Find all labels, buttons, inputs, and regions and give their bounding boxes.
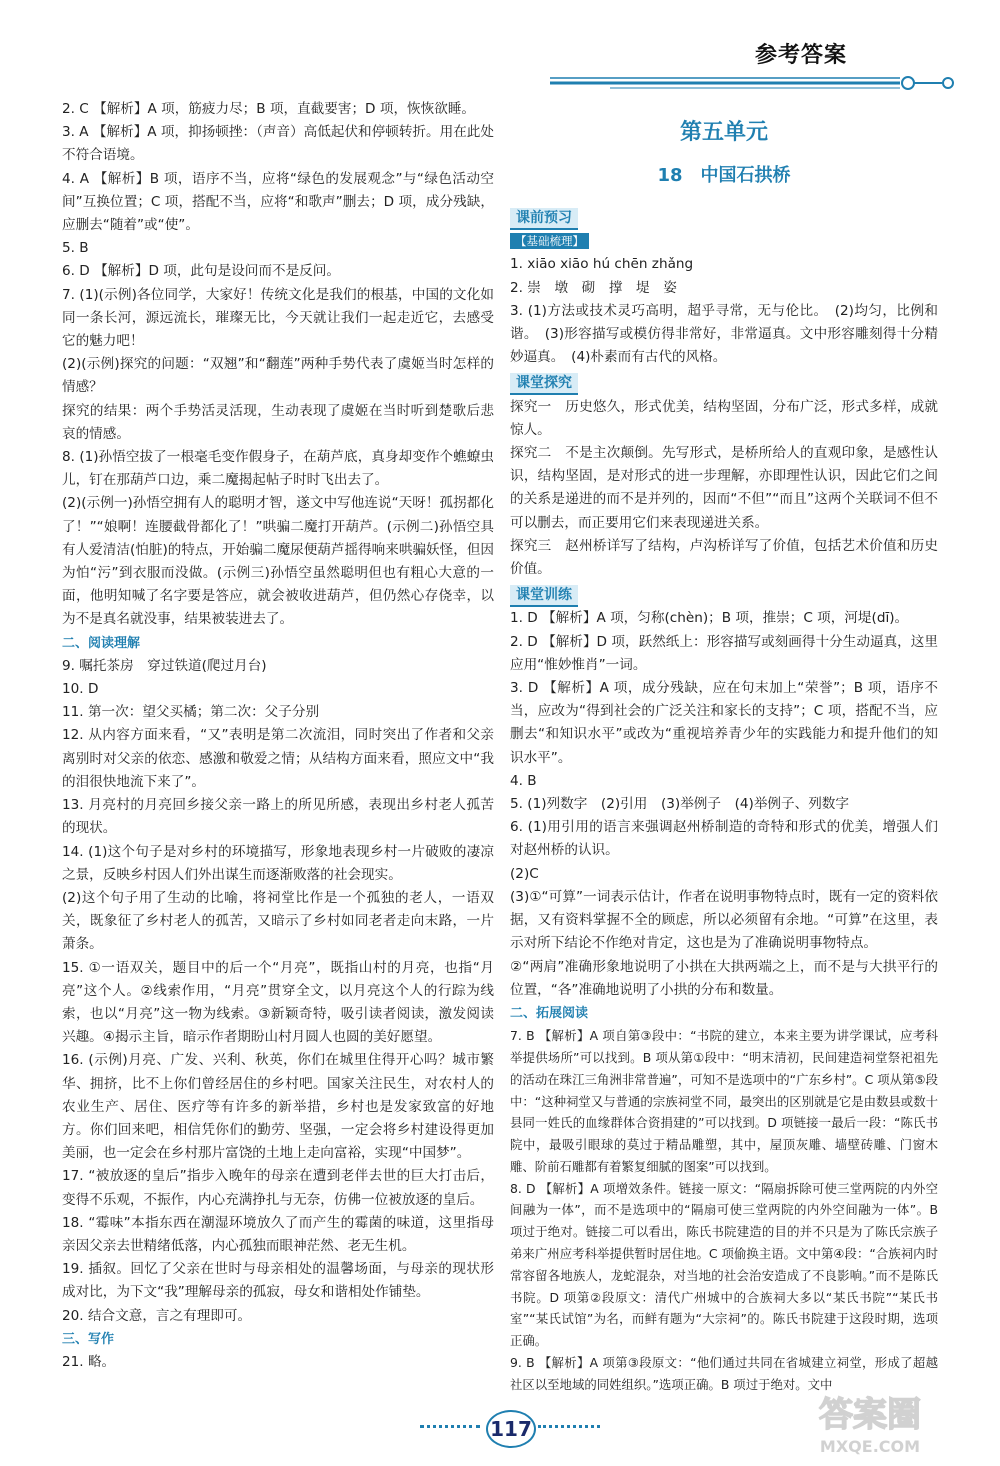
answer-item: 20. 结合文意，言之有理即可。	[62, 1307, 252, 1324]
answer-item: 4. B	[510, 772, 537, 789]
answer-item: 10. D	[62, 681, 99, 698]
answer-item: 16. (示例)月亮、广发、兴利、秋英，你们在城里住得开心吗？城市繁华、拥挤，比不上你们曾经居住的乡村吧。国家关注民生，对农村人的农业生产、居住、医疗等有许多的新举措，乡村也是发家致富的好地方。你们回来吧，相信凭你们的勤劳、坚强，一定会将乡村建设得更加美丽，也一定会在乡村那片富饶的土地上走向富裕，实现“中国梦”。	[62, 1052, 494, 1162]
explore-list	[510, 396, 938, 582]
answer-item: ②“两肩”准确形象地说明了小拱在大拱两端之上，而不是与大拱平行的位置，“各”准确地说明了小拱的分布和数量。	[510, 958, 938, 998]
answer-item: 6. D 【解析】D 项，此句是设问而不是反问。	[62, 263, 340, 280]
answer-item: 探究二 不是主次颠倒。先写形式，是桥所给人的直观印象，是感性认识，结构坚固，是对形式的进一步理解，亦即理性认识，因此它们之间的关系是递进的而不是并列的，因而“不但”“而且”这两个关联词不但不可以删去，而正要用它们来表现递进关系。	[510, 445, 938, 531]
section-tab-explore: 课堂探究	[510, 373, 578, 395]
answer-item: 2. C 【解析】A 项，筋疲力尽；B 项，直截要害；D 项，恢恢欲睡。	[62, 101, 476, 117]
answer-item: 5. (1)列数字 (2)引用 (3)举例子 (4)举例子、列数字	[510, 796, 849, 813]
answer-item: 9. 嘱托茶房 穿过铁道(爬过月台)	[62, 657, 267, 674]
footer-dots-left	[420, 1425, 480, 1430]
answer-item: 2. D 【解析】D 项，跃然纸上：形容描写或刻画得十分生动逼真，这里应用“惟妙惟肖”一词。	[510, 633, 938, 673]
section-tab-training: 课堂训练	[510, 585, 578, 607]
answer-item: 3. A 【解析】A 项，抑扬顿挫：（声音）高低起伏和停顿转折。用在此处不符合语境。	[62, 124, 494, 164]
page-footer	[420, 1406, 600, 1446]
watermark-logo	[780, 1390, 960, 1460]
answer-item: 21. 略。	[62, 1353, 116, 1370]
footer-dots-right	[538, 1425, 600, 1430]
answer-item: 8. D 【解析】A 项增效条件。链接一原文：“隔扇拆除可使三堂两院的内外空间融为一体”，而不是选项中的“隔扇可使三堂两院的内外空间融为一体”。B 项过于绝对。链接二可以看出，陈氏书院建造的目的并不只是为了陈氏宗族子弟来广州应考科举提供暂时居住地。C 项偷换主语。文中第④段：“合族祠内时常容留各地族人，龙蛇混杂，对当地的社会治安造成了不良影响。”而不是陈氏书院。D 项第②段原文：清代广州城中的合族祠大多以“某氏书院”“某氏书室”“某氏试馆”为名，而鲜有题为“大宗祠”的。陈氏书院建于这段时期，选项正确。	[510, 1180, 938, 1349]
header-decoration	[550, 74, 970, 94]
expand-list	[510, 1025, 938, 1396]
section-tab-preview: 课前预习	[510, 208, 578, 230]
section-heading-writing: 三、写作	[62, 1331, 115, 1347]
answer-item: 7. B 【解析】A 项自第③段中：“书院的建立，本来主要为讲学课试，应考科举提供场所”可以找到。B 项从第①段中：“明末清初，民间建造祠堂祭祀祖先的活动在珠江三角洲非常普遍”，可知不是选项中的“广东乡村”。C 项从第⑤段中：“这种祠堂又与普通的宗族祠堂不同，最突出的区别就是它是由数县或数十县同一姓氏的血缘群体合资捐建的”可以找到。D 项链接一最后一段：“陈氏书院中，最吸引眼球的莫过于精品雕塑，其中，屋顶灰雕、墙壁砖雕、门窗木雕、阶前石雕都有着繁复细腻的图案”可以找到。	[510, 1028, 938, 1174]
left-column	[62, 98, 494, 1374]
answer-item: 11. 第一次：望父买橘；第二次：父子分别	[62, 704, 320, 721]
answer-item: 1. D 【解析】A 项，匀称(chèn)；B 项，推崇；C 项，河堤(dī)。	[510, 610, 909, 627]
svg-text:MXQE.COM: MXQE.COM	[819, 1437, 921, 1456]
page-number: 117	[486, 1410, 536, 1448]
answer-item: 18. “霉味”本指东西在潮湿环境放久了而产生的霉菌的味道，这里指母亲因父亲去世精绪低落，内心孤独而眼神茫然、老无生机。	[62, 1214, 494, 1254]
answer-item: 9. B 【解析】A 项第③段原文：“他们通过共同在省城建立祠堂，形成了超越社区以至地域的同姓组织。”选项正确。B 项过于绝对。文中	[510, 1355, 938, 1392]
answer-item: 4. A 【解析】B 项，语序不当，应将“绿色的发展观念”与“绿色活动空间”互换位置；C 项，搭配不当，应将“和歌声”删去；D 项，成分残缺，应删去“随着”或“使”。	[62, 170, 494, 234]
section-heading-expand: 二、拓展阅读	[510, 1005, 589, 1021]
answer-item: 探究一 历史悠久，形式优美，结构坚固，分布广泛，形式多样，成就惊人。	[510, 398, 938, 438]
answer-item: (2)(示例一)孙悟空拥有人的聪明才智，遂文中写他连说“天呀！孤拐都化了！”“娘啊！连腰截骨都化了！”哄骗二魔打开葫芦。(示例二)孙悟空具有人爱清洁(怕脏)的特点，开始骗二魔尿便葫芦摇得响来哄骗妖怪，但因为怕“污”到衣服而没做。(示例三)孙悟空虽然聪明但也有粗心大意的一面，他明知喊了名字要是答应，就会被收进葫芦，但仍然心存侥幸，以为不是真名就没事，结果被装进去了。	[62, 495, 495, 628]
pinyin-answer: 1. xiāo xiāo hú chēn zhǎng	[510, 256, 694, 273]
section-heading-reading: 二、阅读理解	[62, 635, 141, 651]
answer-item: 7. (1)(示例)各位同学，大家好！传统文化是我们的根基，中国的文化如同一条长河，源远流长，璀璨无比，今天就让我们一起走近它，去感受它的魅力吧！	[62, 286, 494, 350]
unit-title: 第五单元	[679, 120, 768, 145]
training-list	[510, 607, 938, 1001]
answer-item: 5. B	[62, 240, 89, 257]
answer-item: 12. 从内容方面来看，“又”表明是第二次流泪，同时突出了作者和父亲离别时对父亲的依恋、感激和敬爱之情；从结构方面来看，照应文中“我的泪很快地流下来了”。	[62, 727, 494, 790]
answer-item: 13. 月亮村的月亮回乡接父亲一路上的所见所感，表现出乡村老人孤苦的现状。	[62, 797, 494, 837]
answer-item: 17. “被放逐的皇后”指步入晚年的母亲在遭到老伴去世的巨大打击后，变得不乐观，不振作，内心充满挣扎与无奈，仿佛一位被放逐的皇后。	[62, 1168, 494, 1208]
answer-item: 探究的结果：两个手势活灵活现，生动表现了虞姬在当时听到楚歌后悲哀的情感。	[62, 402, 494, 442]
answer-item: (3)①“可算”一词表示估计，作者在说明事物特点时，既有一定的资料依据，又有资料掌握不全的顾虑，所以必须留有余地。“可算”在这里，表示对所下结论不作绝对肯定，这也是为了准确说明事物特点。	[510, 888, 938, 952]
answer-item: 3. (1)方法或技术灵巧高明，超乎寻常，无与伦比。 (2)均匀，比例和谐。 (3)形容描写或模仿得非常好，非常逼真。文中形容雕刻得十分精妙逼真。 (4)朴素而有古代的风格。	[510, 302, 938, 366]
answer-item: 15. ①一语双关，题目中的后一个“月亮”，既指山村的月亮，也指“月亮”这个人。②线索作用，“月亮”贯穿全文，以月亮这个人的行踪为线索，也以“月亮”这一物为线索。③新颖奇特，吸引读者阅读，激发阅读兴趣。④揭示主旨，暗示作者期盼山村月圆人也圆的美好愿望。	[62, 959, 494, 1046]
characters-answer: 2. 崇 墩 砌 撑 堤 姿	[510, 279, 677, 296]
svg-text:答案圈: 答案圈	[819, 1395, 921, 1435]
answer-item: 14. (1)这个句子是对乡村的环境描写，形象地表现乡村一片破败的凄凉之景，反映乡村因人们外出谋生而逐渐败落的社会现实。	[62, 843, 494, 883]
answer-item: (2)(示例)探究的问题：“双翘”和“翻莲”两种手势代表了虞姬当时怎样的情感？	[62, 356, 494, 396]
answer-list-part1	[62, 98, 494, 632]
answer-item: (2)C	[510, 865, 539, 882]
answer-item: 3. D 【解析】A 项，成分残缺，应在句末加上“荣誉”；B 项，语序不当，应改为“得到社会的广泛关注和家长的支持”；C 项，搭配不当，应删去“和知识水平”或改为“重视培养青少年的实践能力和提升他们的知识水平”。	[510, 680, 938, 766]
right-column	[510, 98, 938, 1396]
header-title: 参考答案	[755, 43, 848, 68]
answer-item: 19. 插叙。回忆了父亲在世时与母亲相处的温馨场面，与母亲的现状形成对比，为下文“我”理解母亲的孤寂，母女和谐相处作铺垫。	[62, 1261, 494, 1301]
answer-list-part2	[62, 655, 494, 1328]
answer-item: 6. (1)用引用的语言来强调赵州桥制造的奇特和形式的优美，增强人们对赵州桥的认识。	[510, 819, 938, 859]
sub-heading-basics: 【基础梳理】	[510, 233, 589, 249]
answer-item: 8. (1)孙悟空拔了一根毫毛变作假身子，在葫芦底，真身却变作个蟭蟟虫儿，钉在那葫芦口边，乘二魔揭起帖子时时飞出去了。	[62, 449, 494, 489]
answer-item: (2)这个句子用了生动的比喻，将祠堂比作是一个孤独的老人，一语双关，既象征了乡村老人的孤苦，又暗示了乡村如同老者走向末路，一片萧条。	[62, 889, 494, 953]
answer-item: 探究三 赵州桥详写了结构，卢沟桥详写了价值，包括艺术价值和历史价值。	[510, 537, 938, 578]
lesson-title: 18 中国石拱桥	[657, 165, 791, 186]
